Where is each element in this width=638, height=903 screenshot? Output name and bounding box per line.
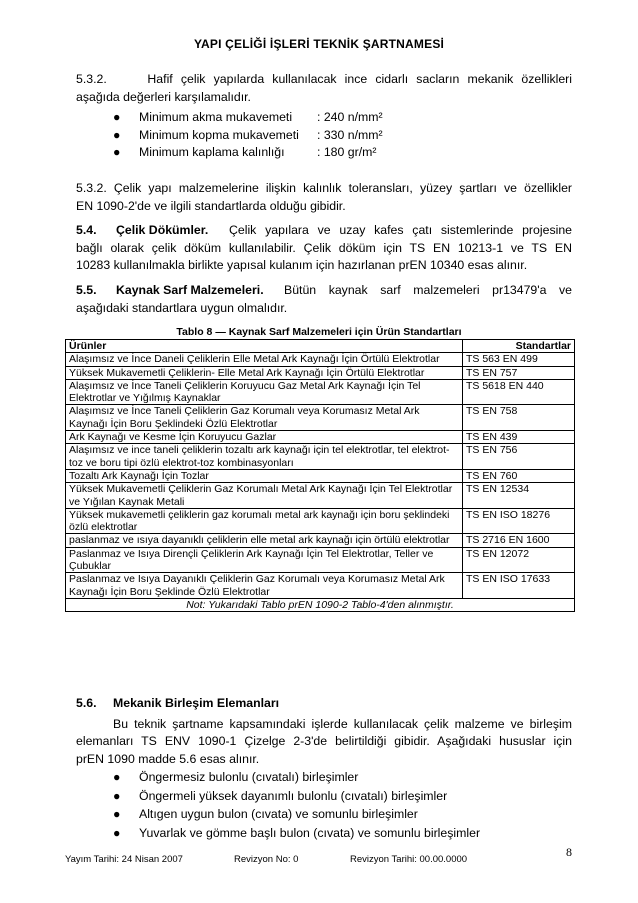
table-row [66,469,575,482]
product-cell: Alaşımsız ve İnce Daneli Çeliklerin Elle Metal Ark Kaynağı İçin Örtülü Elektrotlar [66,353,463,366]
table-row [66,431,575,444]
footer-revision-number: Revizyon No: 0 [234,854,299,865]
standard-cell: TS EN 12072 [463,547,575,573]
standard-cell: TS 5618 EN 440 [463,379,575,405]
page-number: 8 [566,845,572,859]
table-note: Not: Yukarıdaki Tablo prEN 1090-2 Tablo-4'den alınmıştır. [66,598,575,611]
bullet-icon: ● [113,110,121,124]
footer-publish-date: Yayım Tarihi: 24 Nisan 2007 [65,854,183,865]
standard-cell: TS EN 756 [463,444,575,470]
product-cell: paslanmaz ve ısıya dayanıklı çeliklerin elle metal ark kaynağı için örtülü elektrotlar [66,534,463,547]
paragraph-line: prEN 1090 madde 5.6 esas alınır. [76,751,260,766]
list-item-label: Altıgen uygun bulon (cıvata) ve somunlu birleşimler [139,807,418,821]
section-title: Kaynak Sarf Malzemeleri. [116,283,264,297]
section-number: 5.6. [76,696,97,710]
table-row [66,353,575,366]
bullet-icon: ● [113,770,121,784]
list-item [113,805,480,824]
column-header-products: Ürünler [66,340,463,353]
list-item [113,109,383,127]
section-number: 5.4. [76,223,97,237]
section-title: Çelik Dökümler. [116,223,209,237]
product-cell: Yüksek mukavemetli çeliklerin gaz korumalı metal ark kaynağı için boru şeklindeki özlü elektrotlar [66,508,463,534]
list-item-value: : 240 n/mm² [317,110,383,124]
paragraph-line [76,695,572,713]
list-item-value: : 180 gr/m² [317,145,377,159]
page-title: YAPI ÇELİĞİ İŞLERİ TEKNİK ŞARTNAMESİ [193,37,445,51]
bullet-list-mechanical [113,109,383,162]
product-cell: Alaşımsız ve İnce Taneli Çeliklerin Koruyucu Gaz Metal Ark Kaynağı İçin Tel Elektrotlar ve Yığılmış Kaynaklar [66,379,463,405]
standard-cell: TS EN 12534 [463,483,575,509]
table-row [66,573,575,599]
column-header-standards: Standartlar [463,340,575,353]
table-row [66,366,575,379]
paragraph-line [76,282,572,300]
table-row [66,547,575,573]
list-item [113,824,480,843]
bullet-icon: ● [113,127,121,142]
table-row [66,405,575,431]
paragraph-text: Bütün kaynak sarf malzemeleri pr13479'a ve [284,283,572,297]
list-item [113,127,383,145]
paragraph-line: EN 1090-2'de ve ilgili standartlarda olduğu gibidir. [76,198,346,213]
paragraph-line: Bu teknik şartname kapsamındaki işlerde kullanılacak çelik malzeme ve birleşim [113,716,572,731]
list-item-label: Minimum kopma mukavemeti [139,127,299,142]
list-item-value: : 330 n/mm² [317,127,383,142]
table-row [66,379,575,405]
paragraph-5-4 [76,222,572,275]
bullet-icon: ● [113,145,121,159]
product-cell: Paslanmaz ve Isıya Dirençli Çeliklerin Ark Kaynağı İçin Tel Elektrotlar, Teller ve Çubuklar [66,547,463,573]
standard-cell: TS 563 EN 499 [463,353,575,366]
paragraph-5-3-2-b [76,180,572,215]
standards-table [65,339,575,612]
table-row [66,534,575,547]
standard-cell: TS EN 760 [463,469,575,482]
paragraph-text: Çelik yapılara ve uzay kafes çatı sistemlerinde projesine [229,223,572,237]
list-item-label: Minimum kaplama kalınlığı [139,145,285,159]
standard-cell: TS EN ISO 18276 [463,508,575,534]
paragraph-line: elemanları TS ENV 1090-1 Çizelge 2-3'de belirtildiği gibidir. Aşağıdaki hususlar için [76,734,572,748]
product-cell: Tozaltı Ark Kaynağı İçin Tozlar [66,469,463,482]
paragraph-line [76,222,572,240]
footer-revision-date: Revizyon Tarihi: 00.00.0000 [350,854,468,865]
section-number: 5.5. [76,283,97,297]
bullet-list-joints [113,768,480,842]
list-item-label: Öngermeli yüksek dayanımlı bulonlu (cıvatalı) birleşimler [139,788,448,803]
standard-cell: TS 2716 EN 1600 [463,534,575,547]
section-title: Mekanik Birleşim Elemanları [113,696,280,710]
paragraph-5-3-2-a [76,71,572,106]
paragraph-line: 10283 kullanılmakla birlikte yapısal kulanım için hazırlanan prEN 10340 esas alınır. [76,258,528,272]
product-cell: Yüksek Mukavemetli Çeliklerin Gaz Korumalı Metal Ark Kaynağı İçin Tel Elektrotlar ve Yığılan Kaynak Metali [66,483,463,509]
paragraph-5-6 [76,695,572,768]
table-note-row [66,598,575,611]
paragraph-5-5 [76,282,572,317]
product-cell: Ark Kaynağı ve Kesme İçin Koruyucu Gazlar [66,431,463,444]
paragraph-line: 5.3.2. Hafif çelik yapılarda kullanılacak ince cidarlı sacların mekanik özellikleri [76,72,572,86]
paragraph-line: bağlı olarak çelik döküm kullanılabilir. Çelik döküm için TS EN 10213-1 ve TS EN [76,240,572,255]
standard-cell: TS EN 758 [463,405,575,431]
standard-cell: TS EN 757 [463,366,575,379]
list-item-label: Yuvarlak ve gömme başlı bulon (cıvata) ve somunlu birleşimler [139,825,481,840]
table-row [66,444,575,470]
bullet-icon: ● [113,807,121,821]
list-item [113,787,480,806]
list-item-label: Minimum akma mukavemeti [139,110,293,124]
standard-cell: TS EN ISO 17633 [463,573,575,599]
table-header-row [66,340,575,353]
paragraph-line: 5.3.2. Çelik yapı malzemelerine ilişkin kalınlık toleransları, yüzey şartları ve özellikler [76,181,572,195]
product-cell: Yüksek Mukavemetli Çeliklerin- Elle Metal Ark Kaynağı İçin Örtülü Elektrotlar [66,366,463,379]
table-row [66,508,575,534]
paragraph-line: aşağıdaki standartlara uygun olmalıdır. [76,300,288,315]
table-caption: Tablo 8 — Kaynak Sarf Malzemeleri için Ürün Standartları [176,326,462,338]
bullet-icon: ● [113,825,121,840]
list-item [113,144,383,162]
table-row [66,483,575,509]
list-item [113,768,480,787]
list-item-label: Öngermesiz bulonlu (cıvatalı) birleşimler [139,770,359,784]
product-cell: Paslanmaz ve Isıya Dayanıklı Çeliklerin Gaz Korumalı veya Korumasız Metal Ark Kaynağı İçin Boru Şeklinde Özlü Elektrotlar [66,573,463,599]
product-cell: Alaşımsız ve İnce Taneli Çeliklerin Gaz Korumalı veya Korumasız Metal Ark Kaynağı İçin Boru Şeklindeki Özlü Elektrotlar [66,405,463,431]
standard-cell: TS EN 439 [463,431,575,444]
product-cell: Alaşımsız ve ince taneli çeliklerin tozaltı ark kaynağı için tel elektrotlar, tel elektrot-toz ve boru tipi özlü elektrot-toz kombinasyonları [66,444,463,470]
bullet-icon: ● [113,788,121,803]
paragraph-line: aşağıda değerleri karşılamalıdır. [76,89,251,104]
